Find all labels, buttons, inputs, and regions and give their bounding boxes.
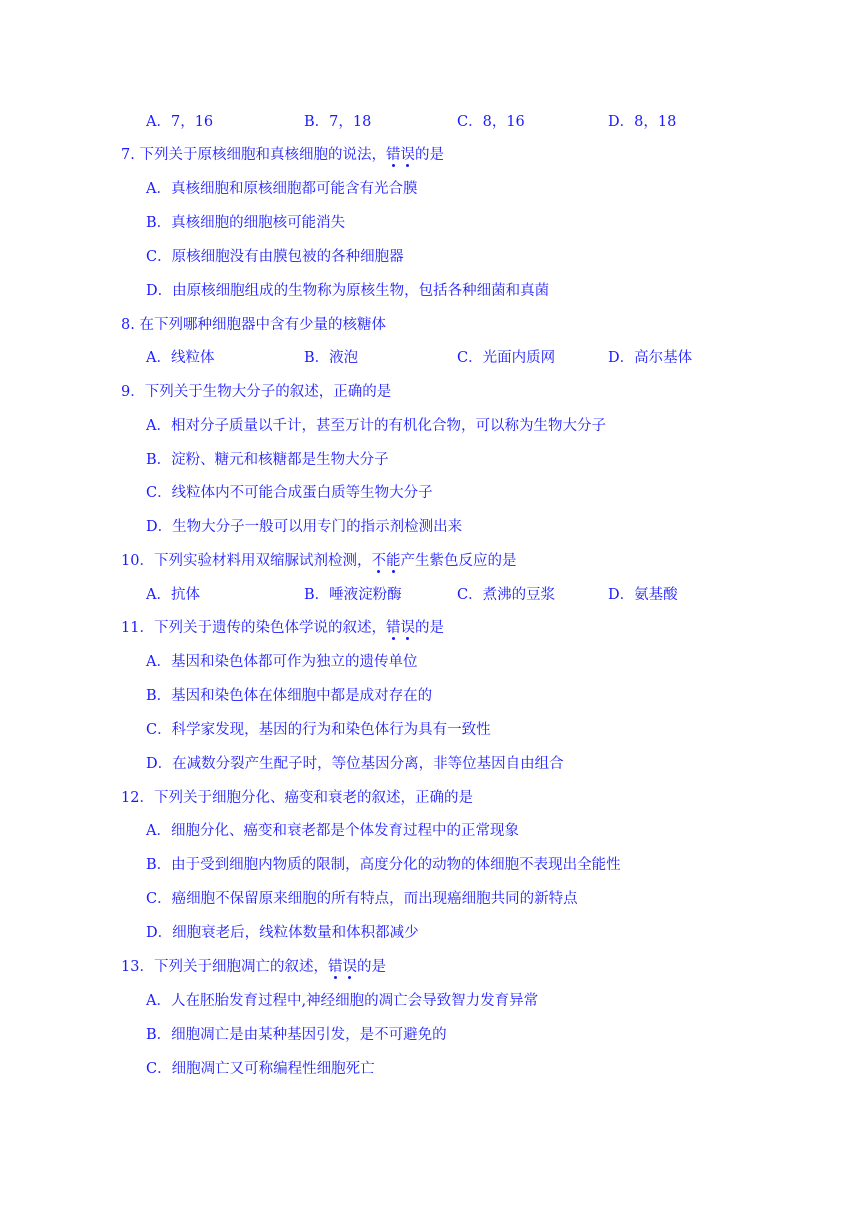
- q11-stem-end: 的是: [414, 620, 444, 636]
- q11-option-b: B．基因和染色体在体细胞中都是成对存在的: [146, 688, 433, 704]
- q11-emphasis-1: 错: [385, 620, 401, 636]
- q7-emphasis-1: 错: [385, 147, 401, 163]
- q6-option-c: C．8，16: [457, 114, 525, 130]
- q6-option-b: B．7，18: [304, 114, 372, 130]
- q11-stem-text: 11．下列关于遗传的染色体学说的叙述，: [121, 620, 386, 636]
- q9-option-d: D．生物大分子一般可以用专门的指示剂检测出来: [146, 519, 463, 535]
- q13-option-a: A．人在胚胎发育过程中,神经细胞的凋亡会导致智力发育异常: [146, 993, 539, 1009]
- q9-option-a: A．相对分子质量以千计，甚至万计的有机化合物，可以称为生物大分子: [146, 418, 606, 434]
- q11-emphasis-2: 误: [400, 620, 415, 636]
- q10-stem-text: 10．下列实验材料用双缩脲试剂检测，: [121, 553, 372, 569]
- q8-options: [0, 348, 860, 368]
- q6-options: [0, 112, 860, 132]
- q8-option-d: D．高尔基体: [608, 350, 693, 366]
- q13-option-c: C．细胞凋亡又可称编程性细胞死亡: [146, 1061, 375, 1077]
- q7-option-d: D．由原核细胞组成的生物称为原核生物，包括各种细菌和真菌: [146, 283, 550, 299]
- q7-option-a: A．真核细胞和原核细胞都可能含有光合膜: [146, 181, 418, 197]
- q10-option-d: D．氨基酸: [608, 587, 678, 603]
- q11-option-a: A．基因和染色体都可作为独立的遗传单位: [146, 654, 418, 670]
- q12-option-c: C．癌细胞不保留原来细胞的所有特点，而出现癌细胞共同的新特点: [146, 891, 578, 907]
- q7-option-c: C．原核细胞没有由膜包被的各种细胞器: [146, 249, 404, 265]
- q10-options: [0, 585, 860, 605]
- q11-option-c: C．科学家发现，基因的行为和染色体行为具有一致性: [146, 722, 491, 738]
- q13-emphasis-1: 错: [327, 959, 343, 975]
- q13-emphasis-2: 误: [342, 959, 357, 975]
- q10-option-b: B．唾液淀粉酶: [304, 587, 402, 603]
- q8-stem: 8. 在下列哪种细胞器中含有少量的核糖体: [121, 317, 386, 333]
- q8-option-a: A．线粒体: [146, 350, 215, 366]
- q6-option-a: A．7，16: [146, 114, 214, 130]
- q9-stem: 9．下列关于生物大分子的叙述，正确的是: [121, 384, 392, 400]
- q13-stem-text: 13．下列关于细胞凋亡的叙述，: [121, 959, 328, 975]
- q12-option-d: D．细胞衰老后，线粒体数量和体积都减少: [146, 925, 419, 941]
- q13-stem-end: 的是: [356, 959, 386, 975]
- q10-emphasis-2: 能: [385, 553, 401, 569]
- q11-stem: [121, 618, 444, 638]
- q9-option-b: B．淀粉、糖元和核糖都是生物大分子: [146, 452, 389, 468]
- q11-option-d: D．在减数分裂产生配子时，等位基因分离，非等位基因自由组合: [146, 756, 564, 772]
- q10-emphasis-1: 不: [371, 553, 386, 569]
- q7-emphasis-2: 误: [400, 147, 415, 163]
- q10-stem-end: 产生紫色反应的是: [400, 553, 517, 569]
- q12-option-b: B．由于受到细胞内物质的限制，高度分化的动物的体细胞不表现出全能性: [146, 857, 621, 873]
- q7-stem-end: 的是: [414, 147, 444, 163]
- q7-stem: [121, 145, 444, 165]
- q6-option-d: D．8，18: [608, 114, 677, 130]
- q9-option-c: C．线粒体内不可能合成蛋白质等生物大分子: [146, 485, 433, 501]
- q10-option-a: A．抗体: [146, 587, 200, 603]
- q10-option-c: C．煮沸的豆浆: [457, 587, 556, 603]
- q12-stem: 12．下列关于细胞分化、癌变和衰老的叙述，正确的是: [121, 790, 473, 806]
- q13-option-b: B．细胞凋亡是由某种基因引发，是不可避免的: [146, 1027, 447, 1043]
- q13-stem: [121, 957, 386, 977]
- q8-option-b: B．液泡: [304, 350, 359, 366]
- q7-option-b: B．真核细胞的细胞核可能消失: [146, 215, 346, 231]
- q12-option-a: A．细胞分化、癌变和衰老都是个体发育过程中的正常现象: [146, 823, 519, 839]
- q8-option-c: C．光面内质网: [457, 350, 556, 366]
- q7-stem-text: 7. 下列关于原核细胞和真核细胞的说法，: [121, 147, 386, 163]
- q10-stem: [121, 551, 516, 571]
